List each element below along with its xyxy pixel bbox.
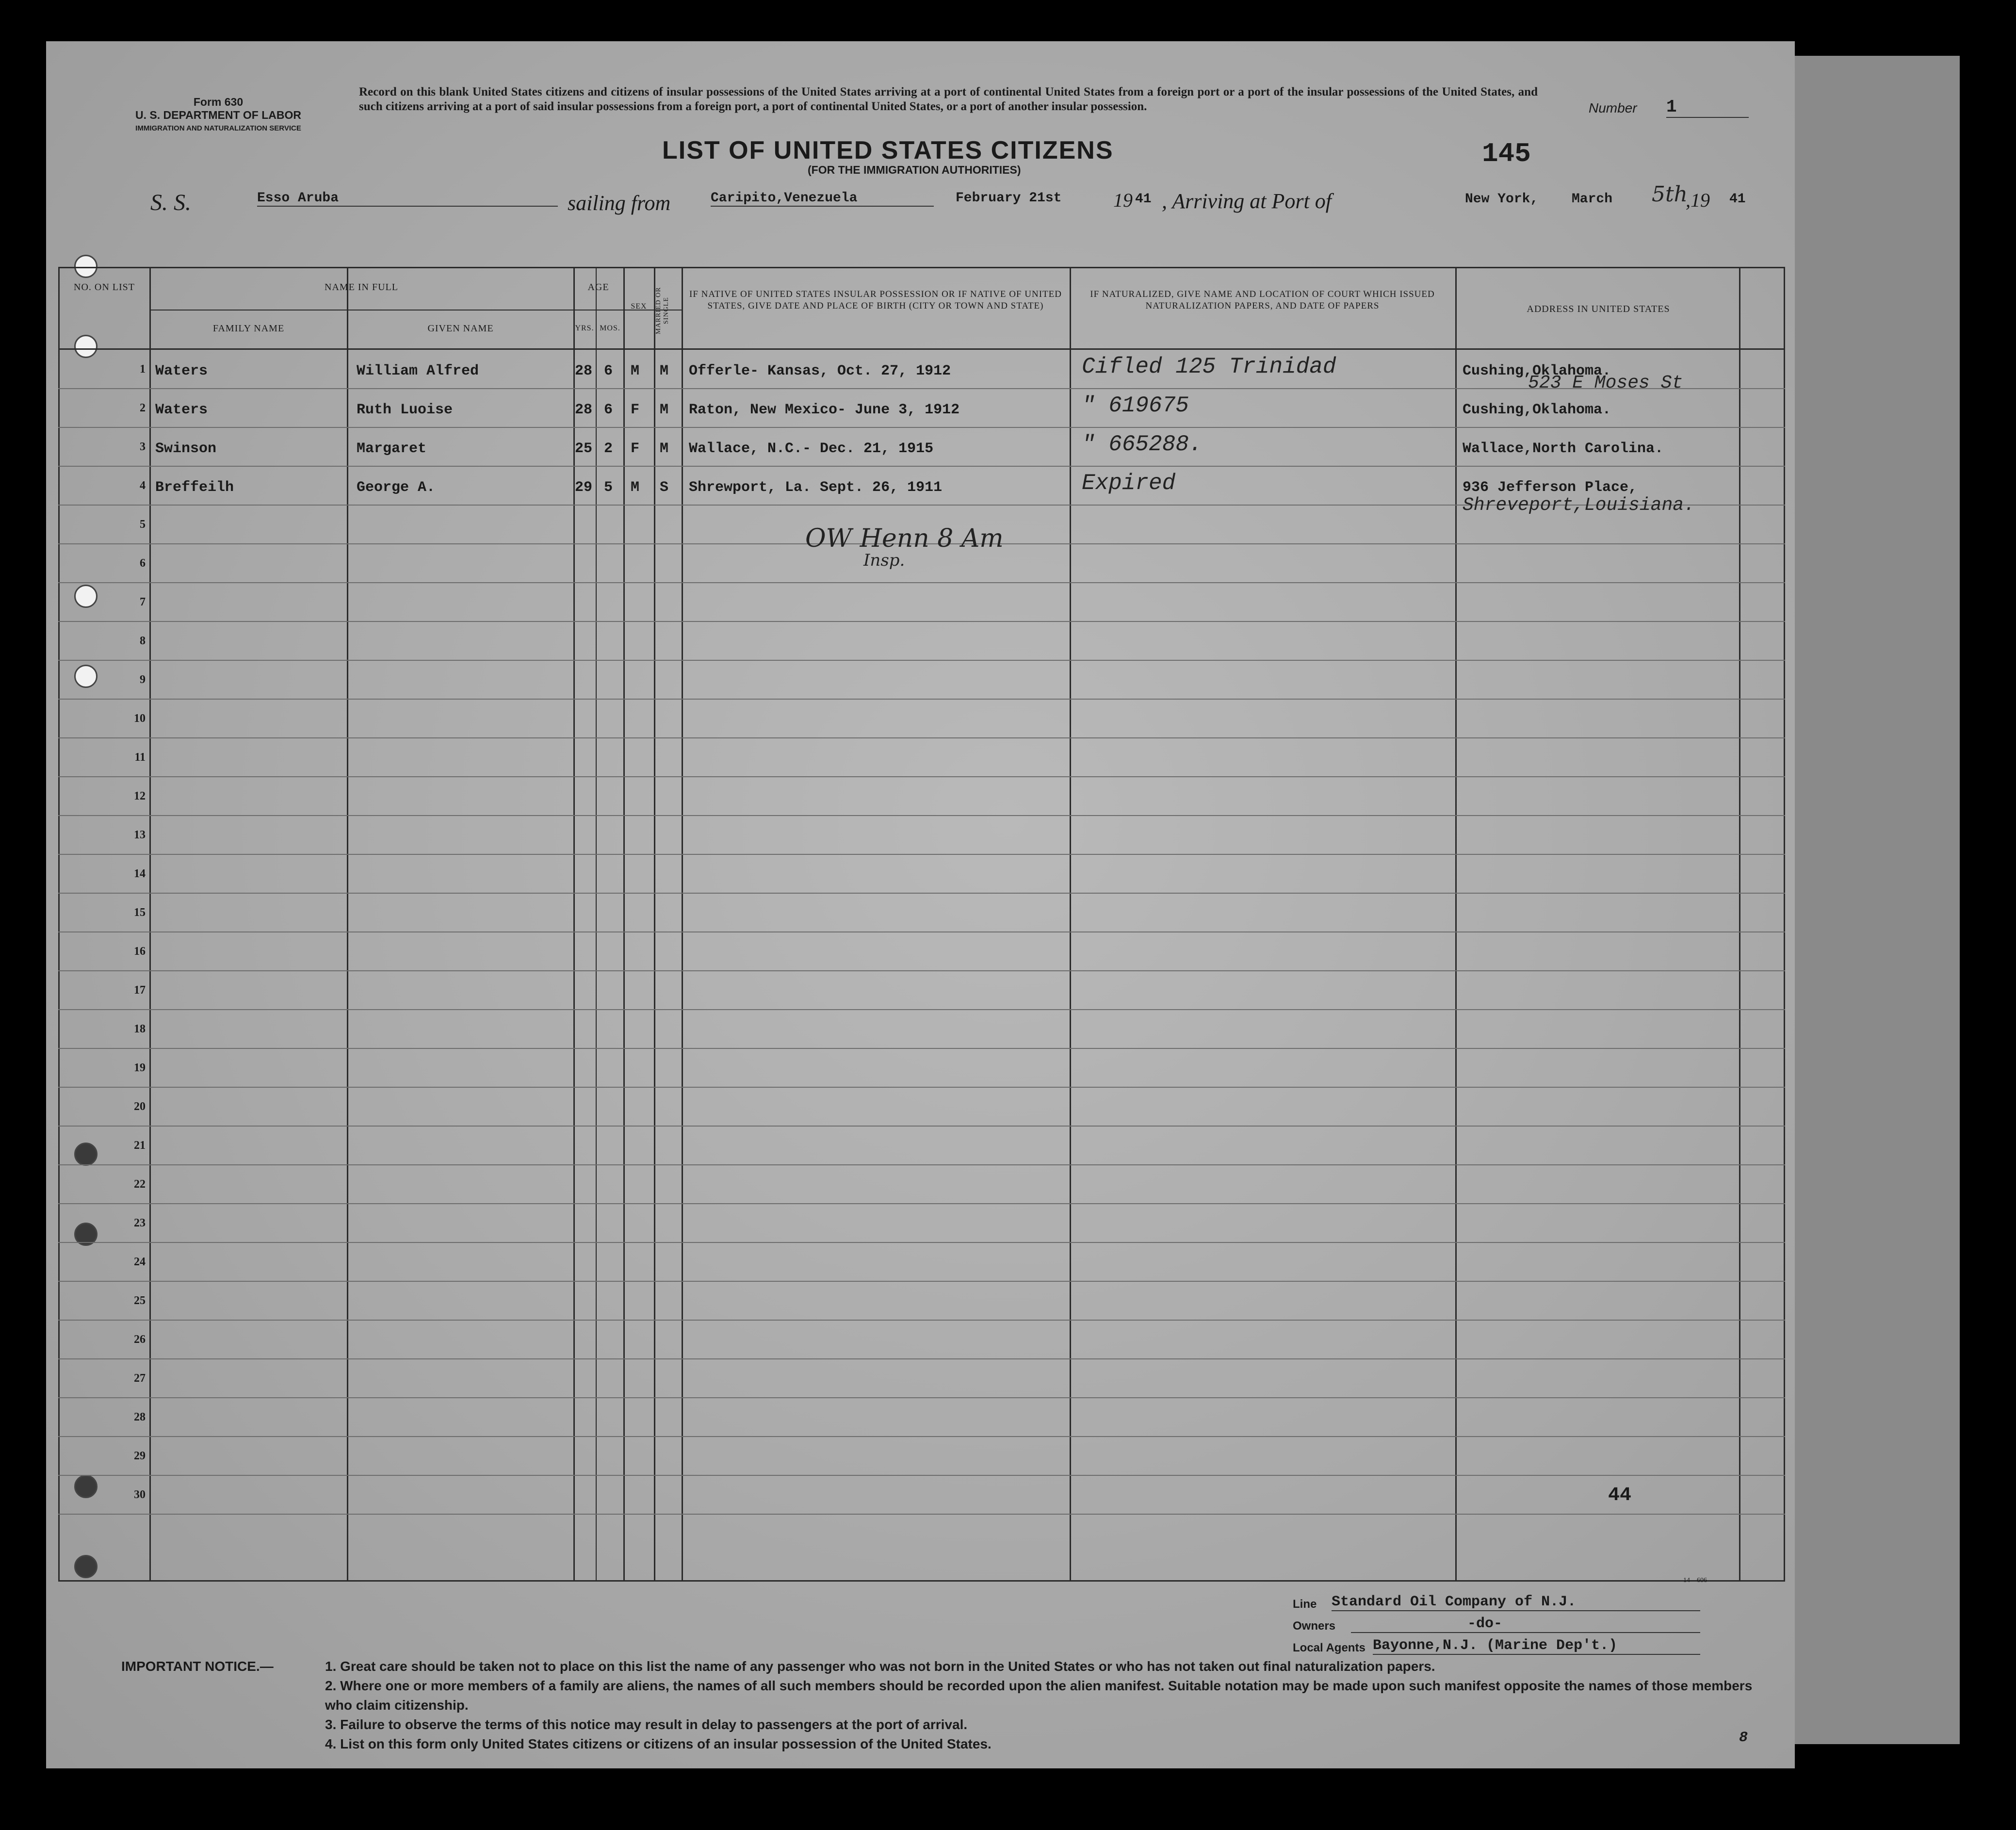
row-rule [58, 931, 1785, 932]
arrive-month: March [1572, 192, 1613, 207]
row-rule [58, 660, 1785, 661]
depart-date: February 21st [956, 191, 1062, 206]
sex-cell: F [631, 441, 640, 457]
row-number: 29 [134, 1450, 146, 1462]
arrive-year-prefix: ,19 [1686, 189, 1710, 211]
row-number: 28 [134, 1411, 146, 1423]
row-number: 30 [134, 1488, 146, 1501]
row-number: 22 [134, 1178, 146, 1191]
row-number: 6 [140, 557, 146, 570]
age-months-cell: 6 [604, 402, 613, 418]
col-address: ADDRESS IN UNITED STATES [1527, 304, 1670, 314]
row-number: 24 [134, 1256, 146, 1268]
row-number: 4 [140, 479, 146, 492]
col-yrs: YRS. [575, 324, 594, 332]
arrive-day: 5th [1652, 182, 1688, 207]
form-code: 14—606 [1683, 1577, 1707, 1584]
naturalization-cell: Cifled 125 Trinidad [1082, 354, 1336, 379]
owners-label: Owners [1293, 1619, 1336, 1633]
number-label: Number [1589, 100, 1637, 115]
inspector-sub: Insp. [863, 551, 905, 570]
col-no-on-list: NO. ON LIST [74, 282, 135, 293]
inspector-signature: OW Henn 8 Am [805, 524, 1004, 553]
marital-status-cell: M [660, 402, 669, 418]
naturalization-cell: " 619675 [1082, 393, 1189, 418]
row-number: 8 [140, 635, 146, 647]
row-number: 5 [140, 518, 146, 531]
notice-list [325, 1657, 1768, 1754]
row-number: 14 [134, 867, 146, 880]
col-birth: IF NATIVE OF UNITED STATES INSULAR POSSESSION OR IF NATIVE OF UNITED STATES, GIVE DATE AND PLACE OF BIRTH (CITY OR TOWN AND STATE) [689, 289, 1062, 311]
notice-item: 1. Great care should be taken not to place on this list the name of any passenger who was not born in the United States or who has not taken out final naturalization papers. [325, 1659, 1435, 1674]
naturalization-cell: Expired [1082, 471, 1176, 496]
birthplace-cell: Shrewport, La. Sept. 26, 1911 [689, 479, 943, 496]
col-family-name: FAMILY NAME [212, 323, 285, 334]
age-months-cell: 5 [604, 479, 613, 496]
row-rule [58, 1320, 1785, 1321]
row-rule [58, 737, 1785, 738]
family-name-cell: Breffeilh [155, 479, 234, 496]
row-rule [58, 1436, 1785, 1437]
row-number: 17 [134, 984, 146, 997]
row-rule [58, 621, 1785, 622]
agents-field [1293, 1637, 1754, 1659]
row-number: 11 [134, 751, 146, 764]
marital-status-cell: M [660, 441, 669, 457]
row-rule [58, 970, 1785, 971]
row-number: 27 [134, 1372, 146, 1385]
row-rule [58, 1358, 1785, 1359]
row-number: 15 [134, 906, 146, 919]
col-age: AGE [587, 282, 609, 293]
owners-value: -do- [1351, 1616, 1700, 1633]
voyage-line [150, 182, 1800, 216]
row-number: 20 [134, 1100, 146, 1113]
notice-item: 3. Failure to observe the terms of this notice may result in delay to passengers at the port of arrival. [325, 1717, 968, 1732]
row-number: 13 [134, 829, 146, 841]
given-name-cell: William Alfred [357, 363, 479, 379]
row-rule [58, 699, 1785, 700]
form-identifier [116, 96, 320, 135]
col-married-single: MARRIED OR SINGLE [655, 287, 670, 334]
row-rule [58, 388, 1785, 389]
notice-item: 2. Where one or more members of a family are aliens, the names of all such members should be recorded upon the alien manifest. Suitable notation may be made upon such manifest opposite the names of those members who claim citizenship. [325, 1678, 1753, 1713]
depart-year-prefix: 19 [1113, 189, 1133, 211]
row-rule [58, 1397, 1785, 1398]
arrive-port: New York, [1465, 192, 1539, 207]
arriving-label: , Arriving at Port of [1162, 189, 1332, 213]
row-rule [58, 854, 1785, 855]
sailing-label: sailing from [568, 191, 671, 215]
sex-cell: F [631, 402, 640, 418]
col-name-in-full: NAME IN FULL [325, 282, 398, 293]
page-count: 44 [1608, 1485, 1632, 1506]
agents-value: Bayonne,N.J. (Marine Dep't.) [1373, 1637, 1700, 1655]
row-number: 26 [134, 1333, 146, 1346]
footer-fields [1293, 1594, 1754, 1659]
row-rule [58, 815, 1785, 816]
marital-status-cell: M [660, 363, 669, 379]
agents-label: Local Agents [1293, 1641, 1366, 1654]
birthplace-cell: Wallace, N.C.- Dec. 21, 1915 [689, 441, 934, 457]
row-number: 25 [134, 1294, 146, 1307]
page-subtitle: (FOR THE IMMIGRATION AUTHORITIES) [808, 163, 1021, 176]
line-field [1293, 1594, 1754, 1616]
row-number: 16 [134, 945, 146, 958]
page-title: LIST OF UNITED STATES CITIZENS [662, 136, 1114, 164]
owners-field [1293, 1616, 1754, 1637]
family-name-cell: Swinson [155, 441, 217, 457]
row-rule [58, 1203, 1785, 1204]
row-number: 2 [140, 402, 146, 414]
row-rule [58, 466, 1785, 467]
department-name: U. S. DEPARTMENT OF LABOR [135, 109, 301, 121]
address-cell: Wallace,North Carolina. [1463, 441, 1664, 457]
address-line2-cell: Shreveport,Louisiana. [1463, 495, 1695, 516]
row-number: 19 [134, 1062, 146, 1074]
row-rule [58, 1126, 1785, 1127]
row-number: 1 [140, 363, 146, 376]
row-rule [58, 893, 1785, 894]
instructions-text: Record on this blank United States citizens and citizens of insular possessions of the United States arriving at a port of continental United States from a foreign port or a port of the insular possessions of the United States, and such citizens arriving at a port of said insular possessions from a foreign port, a port of continental United States, or a port of another insular possession. [359, 85, 1538, 113]
row-number: 10 [134, 712, 146, 725]
age-years-cell: 29 [575, 479, 593, 496]
row-rule [58, 1164, 1785, 1165]
family-name-cell: Waters [155, 363, 208, 379]
given-name-cell: Margaret [357, 441, 427, 457]
row-rule [58, 776, 1785, 777]
manifest-sheet [46, 41, 1795, 1768]
rows-layer [58, 267, 1785, 1582]
age-years-cell: 25 [575, 441, 593, 457]
address-cell: 936 Jefferson Place, [1463, 479, 1638, 496]
arrive-year-suffix: 41 [1729, 192, 1746, 207]
depart-year-suffix: 41 [1135, 192, 1152, 207]
address-cell: Cushing,Oklahoma. [1463, 402, 1611, 418]
birthplace-cell: Raton, New Mexico- June 3, 1912 [689, 402, 960, 418]
stamp-number: 145 [1482, 138, 1531, 169]
naturalization-cell: " 665288. [1082, 432, 1203, 457]
form-number: Form 630 [193, 96, 244, 108]
col-naturalized: IF NATURALIZED, GIVE NAME AND LOCATION OF COURT WHICH ISSUED NATURALIZATION PAPERS, AND DATE OF PAPERS [1090, 289, 1435, 311]
ss-label: S. S. [150, 190, 191, 215]
age-months-cell: 6 [604, 363, 613, 379]
row-rule [58, 1048, 1785, 1049]
line-label: Line [1293, 1598, 1317, 1611]
number-value: 1 [1666, 97, 1749, 118]
service-name: IMMIGRATION AND NATURALIZATION SERVICE [135, 124, 301, 132]
birthplace-cell: Offerle- Kansas, Oct. 27, 1912 [689, 363, 951, 379]
corner-mark: 8 [1739, 1730, 1748, 1746]
row-number: 18 [134, 1023, 146, 1035]
manifest-table [58, 267, 1831, 1582]
row-rule [58, 1475, 1785, 1476]
age-years-cell: 28 [575, 363, 593, 379]
col-mos: MOS. [600, 324, 620, 332]
row-rule [58, 1514, 1785, 1515]
col-sex: SEX [631, 302, 647, 310]
sex-cell: M [631, 363, 640, 379]
from-port: Caripito,Venezuela [711, 191, 934, 207]
row-number: 7 [140, 596, 146, 608]
row-rule [58, 1009, 1785, 1010]
sex-cell: M [631, 479, 640, 496]
marital-status-cell: S [660, 479, 669, 496]
row-rule [58, 1281, 1785, 1282]
notice-item: 4. List on this form only United States citizens or citizens of an insular possession of the United States. [325, 1736, 992, 1751]
row-rule [58, 582, 1785, 583]
row-number: 23 [134, 1217, 146, 1229]
row-number: 9 [140, 673, 146, 686]
row-number: 21 [134, 1139, 146, 1152]
row-number: 3 [140, 441, 146, 453]
line-value: Standard Oil Company of N.J. [1332, 1594, 1700, 1611]
col-given-name: GIVEN NAME [427, 323, 494, 334]
notice-label: IMPORTANT NOTICE.— [121, 1659, 274, 1674]
family-name-cell: Waters [155, 402, 208, 418]
given-name-cell: Ruth Luoise [357, 402, 453, 418]
age-months-cell: 2 [604, 441, 613, 457]
row-rule [58, 1242, 1785, 1243]
address-cell: Cushing,Oklahoma. [1463, 363, 1611, 379]
given-name-cell: George A. [357, 479, 436, 496]
ship-name: Esso Aruba [257, 191, 558, 207]
age-years-cell: 28 [575, 402, 593, 418]
row-rule [58, 427, 1785, 428]
row-rule [58, 1087, 1785, 1088]
address-line2-cell: 523 E Moses St [1528, 373, 1683, 393]
row-number: 12 [134, 790, 146, 802]
